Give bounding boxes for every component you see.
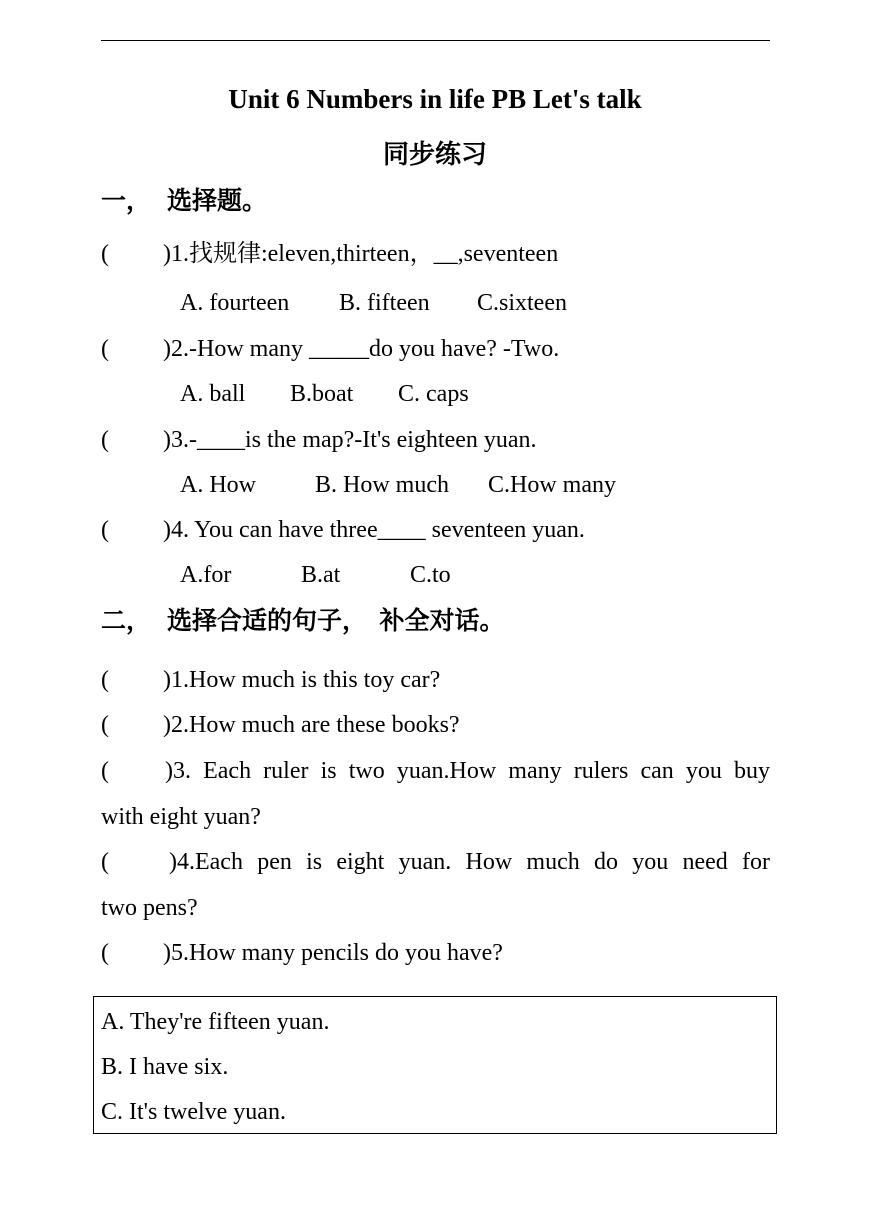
question-text: )4.Each pen is eight yuan. How much do you need for: [169, 849, 770, 875]
option-c: C.sixteen: [477, 290, 567, 316]
answer-blank[interactable]: (: [101, 667, 109, 693]
question-1-2-options: [180, 378, 469, 410]
option-b: B. How much: [315, 472, 449, 498]
question-2-1: [101, 664, 440, 696]
question-text-continued: with eight yuan?: [101, 804, 261, 830]
question-1-1-options: [180, 287, 567, 319]
question-text: )2.How much are these books?: [163, 712, 460, 738]
answer-blank[interactable]: (: [101, 427, 109, 453]
option-a: A. ball: [180, 381, 246, 407]
question-text: )1.找规律:eleven,thirteen，__,seventeen: [163, 241, 559, 267]
option-c: C. caps: [398, 381, 469, 407]
question-text: )1.How much is this toy car?: [163, 667, 441, 693]
page-subtitle: 同步练习: [382, 140, 487, 169]
question-1-4: [101, 514, 585, 546]
question-1-2: [101, 333, 559, 365]
answer-blank[interactable]: (: [101, 849, 109, 875]
answer-blank[interactable]: (: [101, 758, 109, 784]
option-b: B.at: [301, 562, 341, 588]
option-b: B.boat: [290, 381, 354, 407]
answer-blank[interactable]: (: [101, 241, 109, 267]
question-text: )4. You can have three____ seventeen yuan.: [163, 517, 585, 543]
top-rule: [101, 40, 770, 41]
answer-blank[interactable]: (: [101, 940, 109, 966]
section-1-number: 一，: [101, 188, 152, 215]
answer-blank[interactable]: (: [101, 712, 109, 738]
question-1-3-options: [180, 469, 616, 501]
answer-blank[interactable]: (: [101, 336, 109, 362]
question-2-2: [101, 709, 460, 741]
section-1-heading: [101, 186, 267, 218]
question-text: )2.-How many _____do you have? -Two.: [163, 336, 560, 362]
page-title: Unit 6 Numbers in life PB Let's talk: [228, 84, 642, 114]
question-text-continued: two pens?: [101, 895, 198, 921]
option-c: C.to: [410, 562, 451, 588]
option-a: A.for: [180, 562, 232, 588]
answer-blank[interactable]: (: [101, 517, 109, 543]
section-2-heading: [101, 606, 505, 638]
question-text: )5.How many pencils do you have?: [163, 940, 503, 966]
question-text: )3.-____is the map?-It's eighteen yuan.: [163, 427, 537, 453]
option-a: A. fourteen: [180, 290, 290, 316]
question-1-3: [101, 424, 537, 456]
option-a: A. How: [180, 472, 256, 498]
answer-choice-a: A. They're fifteen yuan.: [101, 1009, 330, 1035]
option-c: C.How many: [488, 472, 616, 498]
answer-choices-box: [93, 996, 777, 1134]
section-2-title: 选择合适的句子， 补全对话。: [167, 608, 505, 635]
section-1-title: 选择题。: [167, 188, 268, 215]
question-1-1: [101, 238, 558, 270]
question-text: )3. Each ruler is two yuan.How many rulers can you buy: [165, 758, 770, 784]
question-2-4: [101, 846, 770, 924]
question-1-4-options: [180, 559, 451, 591]
section-2-number: 二，: [101, 608, 152, 635]
answer-choice-c: C. It's twelve yuan.: [101, 1099, 286, 1125]
question-2-3: [101, 755, 770, 833]
answer-choice-b: B. I have six.: [101, 1054, 229, 1080]
option-b: B. fifteen: [339, 290, 430, 316]
question-2-5: [101, 937, 503, 969]
